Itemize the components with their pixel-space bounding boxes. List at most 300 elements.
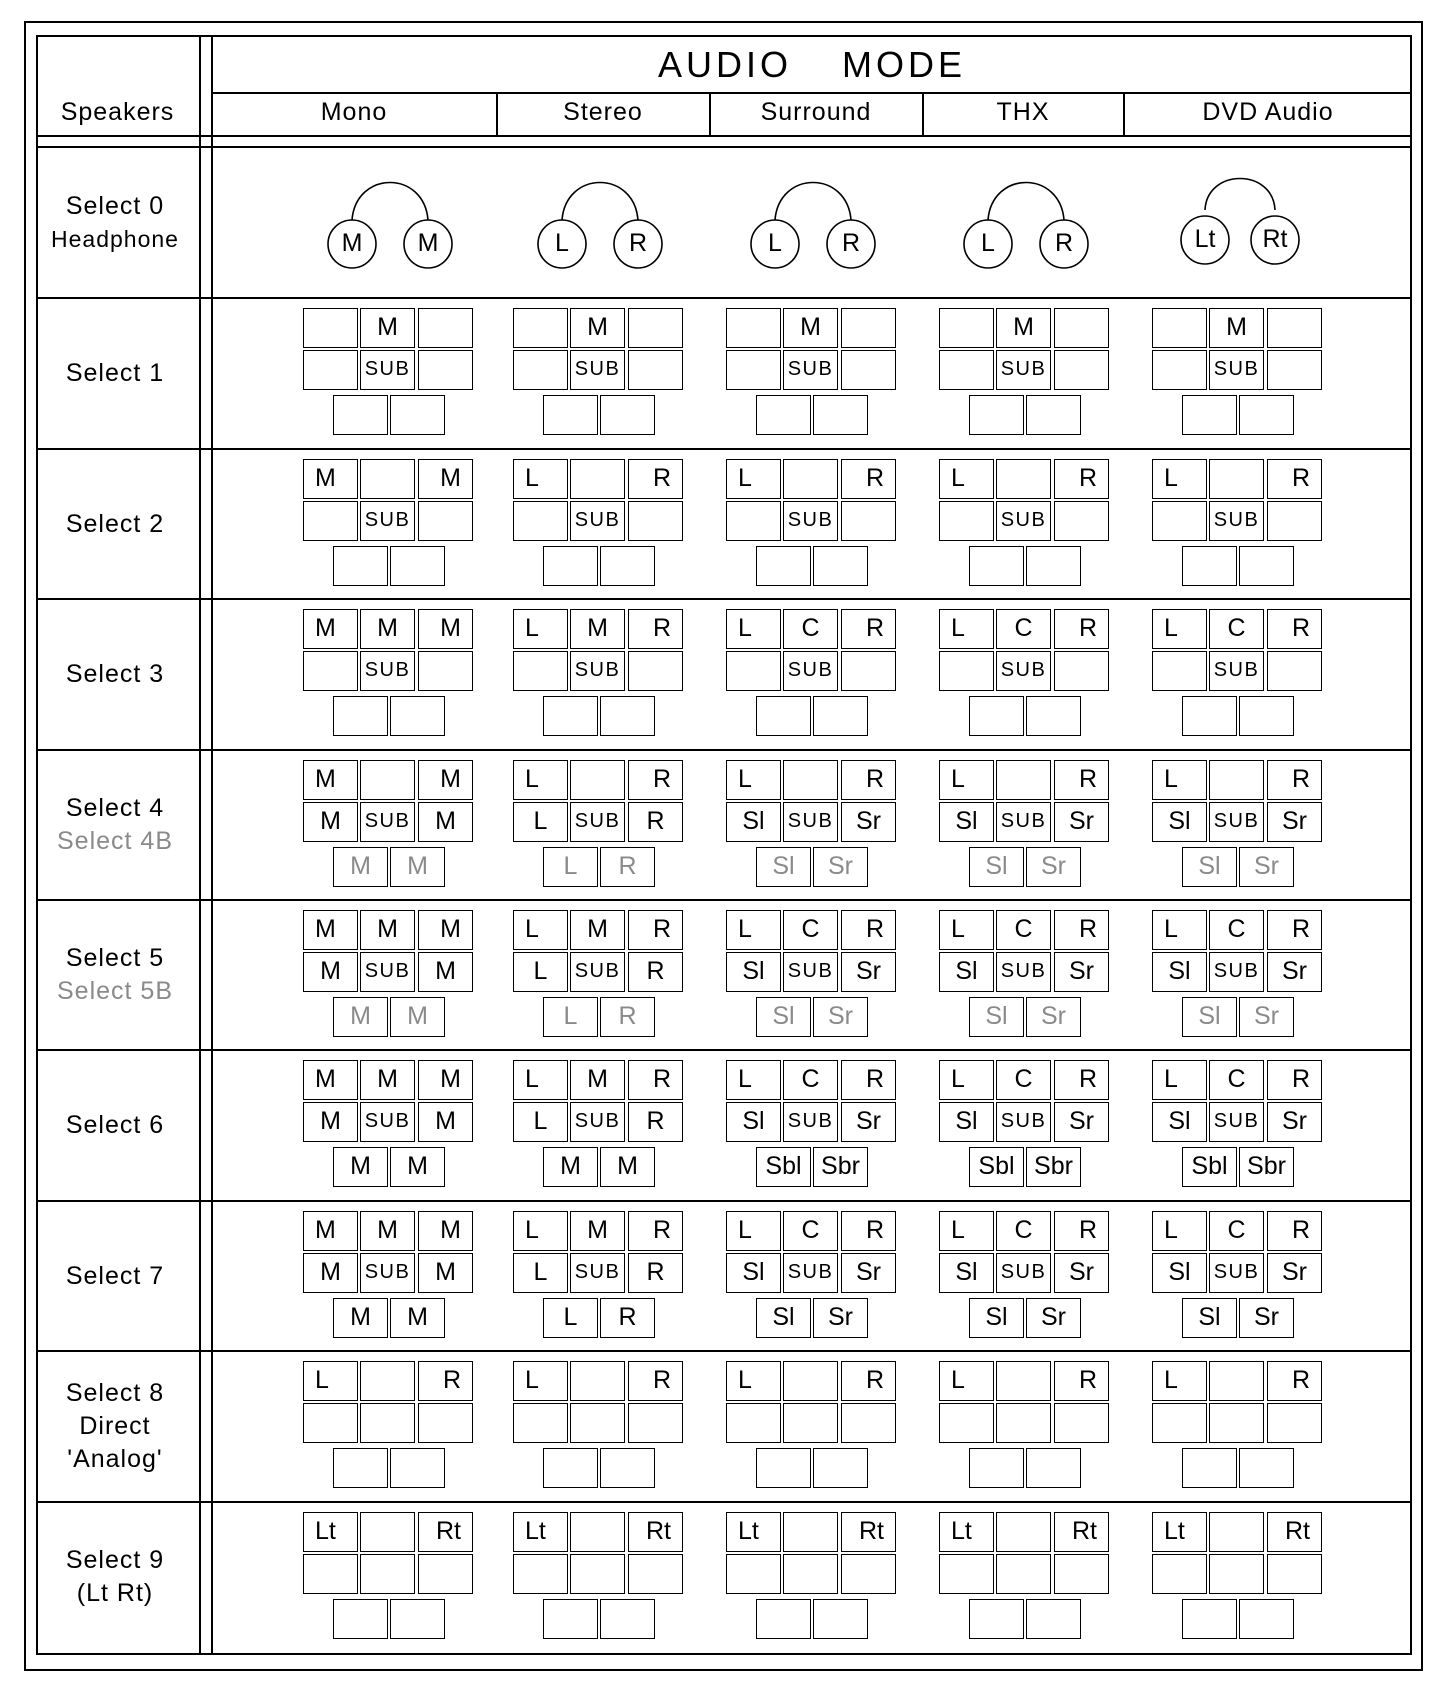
subwoofer-cell: SUB — [996, 952, 1051, 992]
speaker-cell — [939, 501, 994, 541]
speaker-cell — [841, 501, 896, 541]
speaker-cell: R — [841, 760, 896, 800]
speaker-cell — [996, 1512, 1051, 1552]
speaker-grid-6-0 — [303, 1060, 473, 1190]
speaker-cell — [939, 1403, 994, 1443]
rear-speaker-cell — [969, 1599, 1024, 1639]
speaker-cell: L — [1152, 1060, 1207, 1100]
speaker-cell: L — [726, 910, 781, 950]
rear-speaker-cell — [1239, 395, 1294, 435]
rear-speaker-cell — [600, 1599, 655, 1639]
speaker-cell: L — [303, 1361, 358, 1401]
speaker-cell — [1054, 1554, 1109, 1594]
row-label-3 — [40, 658, 190, 691]
speaker-grid-4-0 — [303, 760, 473, 890]
speaker-cell: L — [939, 609, 994, 649]
speaker-cell: R — [628, 952, 683, 992]
headphone-left-label: L — [981, 229, 995, 257]
speaker-cell — [360, 459, 415, 499]
speaker-cell: L — [1152, 609, 1207, 649]
speaker-cell: R — [1054, 1361, 1109, 1401]
rear-speaker-cell: M — [543, 1147, 598, 1187]
headphone-right-label: R — [628, 229, 648, 257]
speaker-cell: C — [783, 609, 838, 649]
rear-speaker-cell: Sbl — [969, 1147, 1024, 1187]
subwoofer-cell: SUB — [570, 802, 625, 842]
rear-speaker-cell — [333, 546, 388, 586]
rear-speaker-cell — [969, 395, 1024, 435]
subwoofer-cell: SUB — [360, 802, 415, 842]
speaker-grid-1-2 — [726, 308, 896, 438]
speaker-grid-1-0 — [303, 308, 473, 438]
speaker-cell: R — [628, 1060, 683, 1100]
speaker-cell — [1267, 651, 1322, 691]
mode-header-mono: Mono — [320, 98, 388, 126]
speaker-cell: L — [513, 802, 568, 842]
speaker-cell — [1152, 350, 1207, 390]
speaker-cell: R — [1267, 910, 1322, 950]
rear-speaker-cell — [1239, 696, 1294, 736]
speaker-cell: Lt — [513, 1512, 568, 1552]
rear-speaker-cell: M — [390, 1147, 445, 1187]
speaker-cell — [360, 1361, 415, 1401]
subwoofer-cell: SUB — [570, 651, 625, 691]
speaker-cell: M — [360, 308, 415, 348]
speaker-cell: L — [513, 459, 568, 499]
speaker-cell — [726, 1403, 781, 1443]
speaker-grid-9-3 — [939, 1512, 1109, 1642]
rear-speaker-cell — [333, 395, 388, 435]
speaker-cell: L — [939, 760, 994, 800]
speaker-cell: Rt — [1054, 1512, 1109, 1552]
row-label-1 — [40, 357, 190, 390]
row-label-9 — [40, 1544, 190, 1610]
rear-speaker-cell — [333, 1448, 388, 1488]
speaker-cell — [996, 1554, 1051, 1594]
speaker-cell: L — [1152, 1361, 1207, 1401]
speaker-cell — [996, 760, 1051, 800]
speaker-cell — [1209, 459, 1264, 499]
speaker-cell: C — [783, 1211, 838, 1251]
row-divider-1 — [36, 297, 1412, 299]
speaker-cell — [1209, 1512, 1264, 1552]
row-label-grey: Select 5B — [56, 977, 173, 1006]
speaker-grid-8-3 — [939, 1361, 1109, 1491]
rear-speaker-cell — [543, 696, 598, 736]
speaker-cell — [628, 501, 683, 541]
subwoofer-cell: SUB — [360, 1253, 415, 1293]
speaker-cell — [1209, 1403, 1264, 1443]
speaker-cell: M — [360, 609, 415, 649]
speaker-cell — [996, 1403, 1051, 1443]
speaker-cell: R — [841, 910, 896, 950]
speaker-cell: Lt — [939, 1512, 994, 1552]
speaker-cell: Sr — [841, 1253, 896, 1293]
speaker-cell — [303, 1403, 358, 1443]
speaker-cell: C — [1209, 1060, 1264, 1100]
speaker-grid-6-2 — [726, 1060, 896, 1190]
subwoofer-cell: SUB — [1209, 952, 1264, 992]
speaker-cell — [726, 350, 781, 390]
speaker-cell: L — [513, 1253, 568, 1293]
row-label-0 — [40, 190, 190, 256]
subwoofer-cell: SUB — [360, 350, 415, 390]
row-divider-8 — [36, 1350, 1412, 1352]
speaker-cell: Sl — [939, 1102, 994, 1142]
headphone-diagram-4 — [1175, 176, 1335, 286]
speaker-cell: M — [418, 1253, 473, 1293]
rear-speaker-cell — [1239, 546, 1294, 586]
rear-speaker-cell: Sl — [969, 1298, 1024, 1338]
speaker-cell: R — [1054, 910, 1109, 950]
speaker-cell — [939, 651, 994, 691]
rear-speaker-cell — [1182, 395, 1237, 435]
speaker-cell: Sl — [726, 1253, 781, 1293]
subwoofer-cell: SUB — [996, 802, 1051, 842]
headphone-left-label: L — [768, 229, 782, 257]
subwoofer-cell: SUB — [996, 501, 1051, 541]
title-divider — [212, 92, 1412, 94]
speaker-cell — [513, 350, 568, 390]
rear-speaker-cell — [813, 1448, 868, 1488]
speaker-cell: Sr — [1267, 1102, 1322, 1142]
rear-speaker-cell — [1026, 1448, 1081, 1488]
speaker-grid-3-4 — [1152, 609, 1322, 739]
rear-speaker-cell — [756, 395, 811, 435]
rear-speaker-cell — [1026, 395, 1081, 435]
speaker-cell — [1054, 651, 1109, 691]
mode-header-stereo: Stereo — [563, 98, 643, 126]
speaker-cell: M — [303, 802, 358, 842]
headphone-diagram-2 — [749, 176, 909, 286]
speaker-cell — [303, 1554, 358, 1594]
speaker-cell — [783, 1554, 838, 1594]
rear-speaker-cell: Sbr — [1239, 1147, 1294, 1187]
speaker-cell — [360, 760, 415, 800]
speaker-cell — [783, 760, 838, 800]
subwoofer-cell: SUB — [360, 651, 415, 691]
row-label-line: (Lt Rt) — [76, 1578, 154, 1607]
speaker-grid-7-2 — [726, 1211, 896, 1341]
rear-speaker-cell — [390, 546, 445, 586]
speaker-cell: M — [303, 910, 358, 950]
speaker-cell: L — [513, 1361, 568, 1401]
row-label-line: Select 4 — [65, 793, 165, 822]
speaker-cell: C — [1209, 910, 1264, 950]
speaker-cell: L — [939, 1211, 994, 1251]
speaker-cell: M — [303, 1211, 358, 1251]
speaker-cell: M — [996, 308, 1051, 348]
subwoofer-cell: SUB — [783, 1253, 838, 1293]
speaker-cell: M — [303, 1060, 358, 1100]
speaker-grid-8-0 — [303, 1361, 473, 1491]
rear-speaker-cell: Sr — [1239, 847, 1294, 887]
speaker-cell: Sl — [1152, 1102, 1207, 1142]
speaker-cell: R — [1267, 1211, 1322, 1251]
speaker-cell: M — [418, 802, 473, 842]
speaker-cell: R — [1267, 609, 1322, 649]
row-label-7 — [40, 1260, 190, 1293]
speaker-cell — [841, 350, 896, 390]
speaker-cell — [939, 350, 994, 390]
speaker-cell: M — [360, 1211, 415, 1251]
speaker-column-divider-a — [199, 35, 201, 1655]
rear-speaker-cell: R — [600, 1298, 655, 1338]
speaker-grid-2-2 — [726, 459, 896, 589]
speaker-cell: M — [303, 760, 358, 800]
speaker-grid-8-1 — [513, 1361, 683, 1491]
speaker-grid-8-2 — [726, 1361, 896, 1491]
speaker-cell: M — [418, 459, 473, 499]
speaker-cell — [570, 1554, 625, 1594]
rear-speaker-cell: M — [333, 847, 388, 887]
header-divider-b — [36, 146, 1412, 148]
row-divider-3 — [36, 598, 1412, 600]
speaker-grid-9-1 — [513, 1512, 683, 1642]
rear-speaker-cell: R — [600, 847, 655, 887]
speaker-cell: L — [939, 459, 994, 499]
speaker-grid-7-3 — [939, 1211, 1109, 1341]
speaker-cell — [783, 1361, 838, 1401]
speaker-cell — [1152, 1403, 1207, 1443]
row-label-line: Select 5 — [65, 944, 165, 973]
headphone-right-label: R — [841, 229, 861, 257]
speaker-cell: R — [628, 459, 683, 499]
speaker-cell: M — [570, 308, 625, 348]
speaker-grid-8-4 — [1152, 1361, 1322, 1491]
speaker-cell — [1267, 1403, 1322, 1443]
row-label-line: Select 1 — [65, 359, 165, 388]
rear-speaker-cell: M — [333, 1147, 388, 1187]
speaker-cell: R — [841, 1060, 896, 1100]
rear-speaker-cell: M — [333, 997, 388, 1037]
rear-speaker-cell — [1026, 546, 1081, 586]
rear-speaker-cell: Sl — [1182, 847, 1237, 887]
row-divider-9 — [36, 1501, 1412, 1503]
speaker-grid-4-1 — [513, 760, 683, 890]
speaker-cell: C — [996, 910, 1051, 950]
speaker-cell — [303, 308, 358, 348]
subwoofer-cell: SUB — [1209, 1102, 1264, 1142]
row-label-grey: Select 4B — [56, 826, 173, 855]
speaker-cell: M — [570, 910, 625, 950]
rear-speaker-cell — [543, 1599, 598, 1639]
speaker-cell — [783, 459, 838, 499]
speaker-grid-3-2 — [726, 609, 896, 739]
rear-speaker-cell: Sbr — [813, 1147, 868, 1187]
rear-speaker-cell — [543, 395, 598, 435]
row-label-4 — [40, 792, 190, 858]
speaker-cell — [360, 1403, 415, 1443]
speaker-cell: M — [418, 910, 473, 950]
speaker-grid-2-4 — [1152, 459, 1322, 589]
speaker-cell — [939, 308, 994, 348]
rear-speaker-cell — [1026, 696, 1081, 736]
speaker-cell — [418, 1554, 473, 1594]
speaker-cell: Sr — [1267, 952, 1322, 992]
speaker-grid-9-2 — [726, 1512, 896, 1642]
speaker-cell: M — [360, 1060, 415, 1100]
speaker-cell: Sr — [1267, 1253, 1322, 1293]
speaker-cell — [1209, 760, 1264, 800]
speaker-cell — [1054, 350, 1109, 390]
rear-speaker-cell — [969, 546, 1024, 586]
speaker-cell — [570, 1361, 625, 1401]
speaker-cell: R — [1267, 1060, 1322, 1100]
speaker-cell: R — [1267, 459, 1322, 499]
speaker-cell: Sl — [1152, 802, 1207, 842]
row-label-line: Direct — [79, 1411, 151, 1440]
row-label-line: Select 9 — [65, 1545, 165, 1574]
speaker-cell: R — [628, 1211, 683, 1251]
headphone-diagram-1 — [536, 176, 696, 286]
speaker-grid-5-2 — [726, 910, 896, 1040]
rear-speaker-cell — [600, 696, 655, 736]
speaker-cell: R — [418, 1361, 473, 1401]
speaker-cell — [628, 1403, 683, 1443]
speaker-cell: R — [841, 609, 896, 649]
row-label-2 — [40, 508, 190, 541]
speaker-cell: R — [1054, 459, 1109, 499]
rear-speaker-cell — [543, 546, 598, 586]
speaker-cell: C — [996, 609, 1051, 649]
subwoofer-cell: SUB — [570, 1253, 625, 1293]
speaker-cell — [513, 1403, 568, 1443]
speaker-cell — [1267, 501, 1322, 541]
rear-speaker-cell: Sr — [1026, 997, 1081, 1037]
speaker-cell: L — [1152, 1211, 1207, 1251]
headphone-right-label: M — [417, 229, 439, 257]
speaker-cell: M — [303, 609, 358, 649]
speaker-cell: L — [513, 1060, 568, 1100]
rear-speaker-cell — [756, 696, 811, 736]
row-label-5 — [40, 942, 190, 1008]
speaker-cell: L — [513, 910, 568, 950]
speaker-grid-7-1 — [513, 1211, 683, 1341]
speaker-cell — [1209, 1554, 1264, 1594]
speaker-cell: M — [303, 1253, 358, 1293]
row-label-line: Select 0 — [65, 192, 165, 221]
speakers-header: Speakers — [60, 98, 175, 126]
speaker-cell: R — [1267, 760, 1322, 800]
rear-speaker-cell — [390, 1599, 445, 1639]
rear-speaker-cell — [1182, 1448, 1237, 1488]
speaker-cell: L — [726, 609, 781, 649]
speaker-cell: R — [628, 609, 683, 649]
speaker-grid-2-0 — [303, 459, 473, 589]
rear-speaker-cell: M — [600, 1147, 655, 1187]
speaker-cell: M — [418, 609, 473, 649]
speaker-cell: Rt — [1267, 1512, 1322, 1552]
speaker-cell — [570, 1403, 625, 1443]
subwoofer-cell: SUB — [783, 1102, 838, 1142]
speaker-cell — [628, 1554, 683, 1594]
speaker-cell: L — [513, 760, 568, 800]
rear-speaker-cell — [600, 395, 655, 435]
speaker-cell: R — [628, 910, 683, 950]
subwoofer-cell: SUB — [783, 651, 838, 691]
speaker-cell: R — [1054, 1211, 1109, 1251]
speaker-cell: R — [841, 1211, 896, 1251]
mode-header-dvd-audio: DVD Audio — [1202, 98, 1334, 126]
rear-speaker-cell — [333, 1599, 388, 1639]
speaker-cell: C — [996, 1211, 1051, 1251]
speaker-cell: Sr — [841, 1102, 896, 1142]
speaker-cell — [841, 651, 896, 691]
speaker-cell: R — [628, 760, 683, 800]
rear-speaker-cell — [1239, 1599, 1294, 1639]
speaker-cell: Lt — [1152, 1512, 1207, 1552]
speaker-cell: C — [1209, 609, 1264, 649]
rear-speaker-cell: Sl — [969, 847, 1024, 887]
subwoofer-cell: SUB — [1209, 350, 1264, 390]
subwoofer-cell: SUB — [783, 350, 838, 390]
speaker-cell: L — [726, 459, 781, 499]
row-divider-6 — [36, 1049, 1412, 1051]
row-label-line: Select 7 — [65, 1261, 165, 1290]
speaker-cell — [418, 1403, 473, 1443]
speaker-cell: R — [841, 459, 896, 499]
speaker-cell — [1054, 501, 1109, 541]
row-divider-2 — [36, 448, 1412, 450]
speaker-cell: M — [570, 609, 625, 649]
rear-speaker-cell: Sr — [1026, 1298, 1081, 1338]
speaker-cell — [996, 459, 1051, 499]
speaker-cell — [1152, 501, 1207, 541]
row-label-line: Select 3 — [65, 659, 165, 688]
rear-speaker-cell — [333, 696, 388, 736]
rear-speaker-cell: M — [390, 997, 445, 1037]
headphone-diagram-3 — [962, 176, 1122, 286]
speaker-cell: C — [783, 1060, 838, 1100]
rear-speaker-cell — [390, 1448, 445, 1488]
speaker-cell — [570, 459, 625, 499]
speaker-cell — [418, 501, 473, 541]
speaker-grid-9-4 — [1152, 1512, 1322, 1642]
speaker-cell — [360, 1512, 415, 1552]
speaker-cell: Sl — [1152, 1253, 1207, 1293]
speaker-cell: Sr — [1054, 952, 1109, 992]
speaker-cell — [303, 501, 358, 541]
rear-speaker-cell — [756, 546, 811, 586]
rear-speaker-cell — [543, 1448, 598, 1488]
subwoofer-cell: SUB — [1209, 501, 1264, 541]
speaker-cell — [303, 651, 358, 691]
speaker-cell — [1209, 1361, 1264, 1401]
speaker-grid-2-3 — [939, 459, 1109, 589]
row-label-line: Select 6 — [65, 1111, 165, 1140]
speaker-cell — [726, 651, 781, 691]
rear-speaker-cell: Sr — [813, 1298, 868, 1338]
headphone-right-label: R — [1054, 229, 1074, 257]
speaker-cell — [360, 1554, 415, 1594]
speaker-cell: R — [628, 802, 683, 842]
speaker-grid-1-3 — [939, 308, 1109, 438]
speaker-cell: M — [783, 308, 838, 348]
rear-speaker-cell: Sl — [1182, 1298, 1237, 1338]
rear-speaker-cell: Sr — [1026, 847, 1081, 887]
speaker-cell: R — [1054, 609, 1109, 649]
speaker-grid-5-0 — [303, 910, 473, 1040]
rear-speaker-cell — [756, 1448, 811, 1488]
speaker-cell: L — [726, 1361, 781, 1401]
headphone-left-label: Lt — [1194, 225, 1216, 253]
speaker-cell: Sr — [1267, 802, 1322, 842]
speaker-grid-1-4 — [1152, 308, 1322, 438]
rear-speaker-cell — [1182, 696, 1237, 736]
subwoofer-cell: SUB — [1209, 1253, 1264, 1293]
speaker-grid-4-2 — [726, 760, 896, 890]
